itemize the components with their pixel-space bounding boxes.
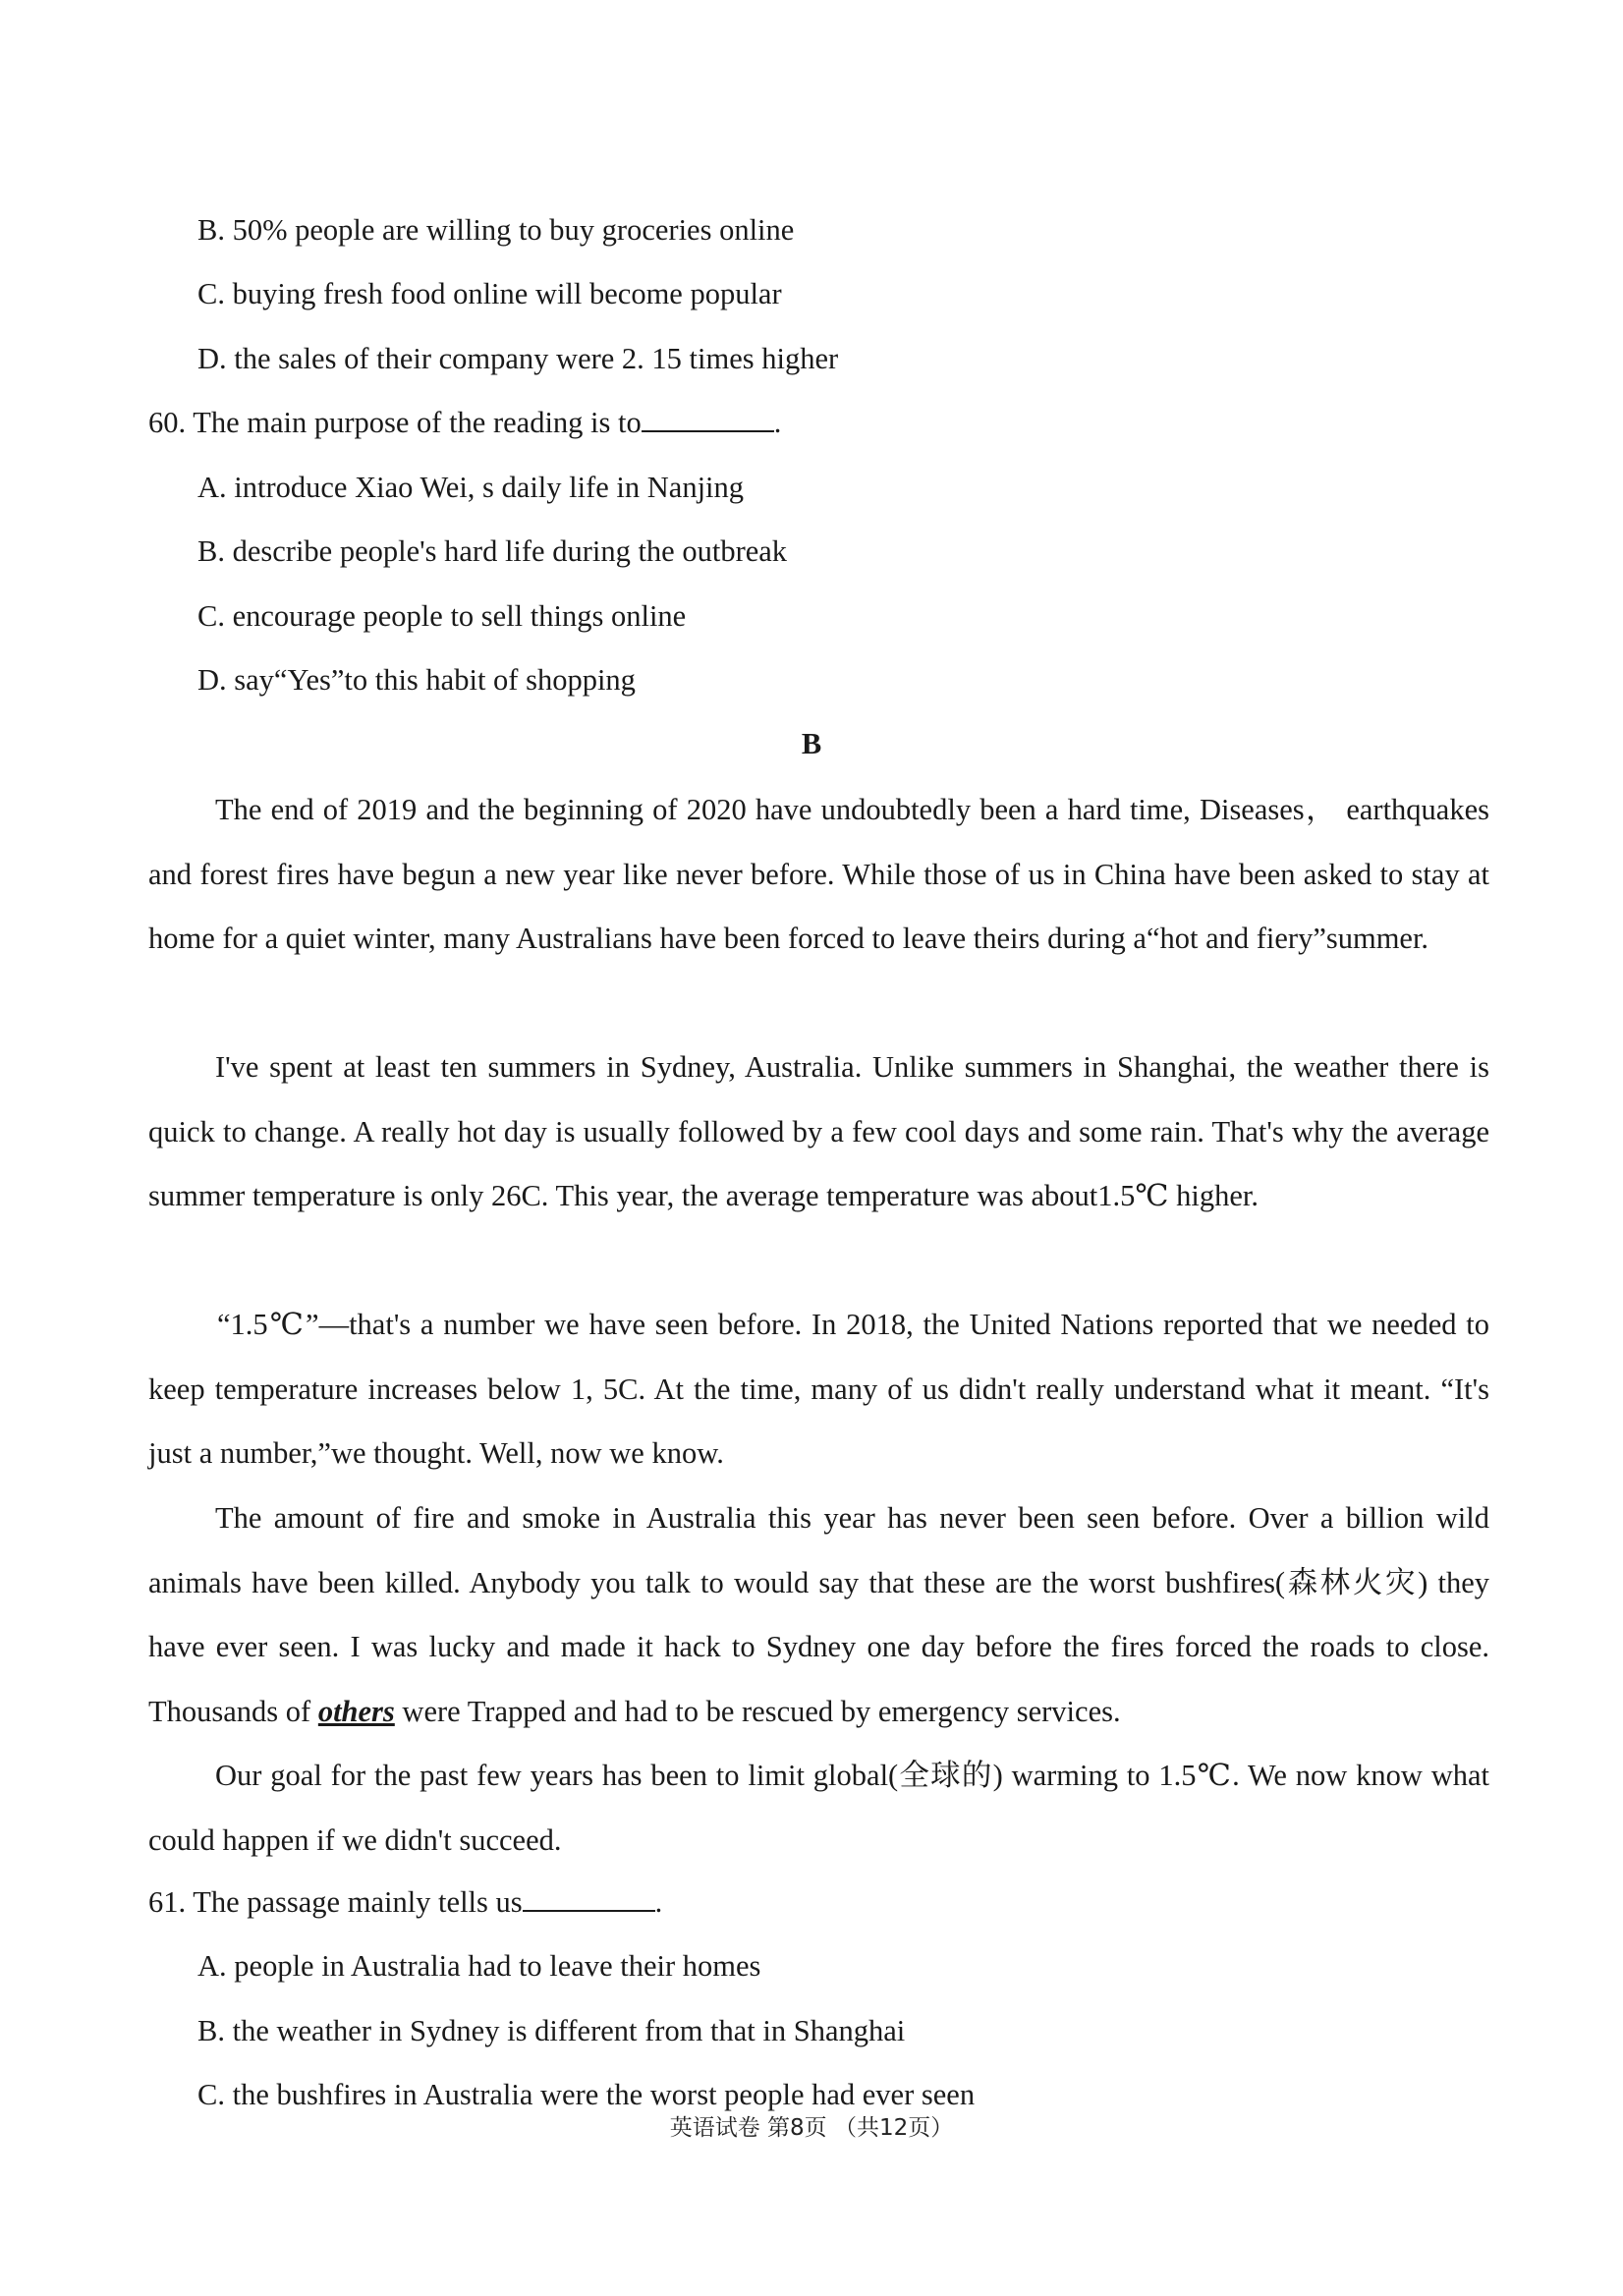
page-footer: 英语试卷 第8页 （共12页） <box>669 2115 954 2141</box>
q60-option-b: B. describe people's hard life during the outbreak <box>197 534 788 568</box>
question-61-stem: 61. The passage mainly tells us <box>148 1885 523 1919</box>
emphasized-word: others <box>317 1694 395 1728</box>
passage-paragraph-2: I've spent at least ten summers in Sydney, Australia. Unlike summers in Shanghai, the weather there is quick to change. A really hot day is usually followed by a few cool days and some rain. That's why the average summer temperature is only 26C. This year, the average temperature was about1.5℃ higher. <box>148 1050 1489 1212</box>
question-60-tail: . <box>773 406 782 439</box>
question-60-stem: 60. The main purpose of the reading is to <box>148 406 642 439</box>
q60-option-c: C. encourage people to sell things online <box>197 599 687 633</box>
q61-option-a: A. people in Australia had to leave their homes <box>197 1949 761 1983</box>
paragraph-4-text-end: were Trapped and had to be rescued by emergency services. <box>394 1694 1121 1728</box>
passage-paragraph-4 <box>148 1486 1489 1744</box>
q61-option-b: B. the weather in Sydney is different from that in Shanghai <box>197 2014 906 2047</box>
q60-option-a: A. introduce Xiao Wei, s daily life in Nanjing <box>197 471 745 504</box>
passage-paragraph-3: “1.5℃”—that's a number we have seen before. In 2018, the United Nations reported that we needed to keep temperature increases below 1, 5C. At the time, many of us didn't really understand what it meant. “It's just a number,”we thought. Well, now we know. <box>148 1308 1489 1470</box>
paragraph-4-text: The amount of fire and smoke in Australia this year has never been seen before. Over a billion wild animals have been killed. Anybody you talk to would say that these are the worst bushfires(森林火灾) they have ever seen. I was lucky and made it hack to Sydney one day before the fires forced the roads to close. Thousands of <box>148 1501 1489 1728</box>
question-61 <box>148 1882 662 1922</box>
answer-blank <box>523 1884 655 1912</box>
question-60 <box>148 403 781 442</box>
prev-option-b: B. 50% people are willing to buy groceries online <box>197 213 795 247</box>
q60-option-d: D. say“Yes”to this habit of shopping <box>197 663 636 697</box>
q61-option-c: C. the bushfires in Australia were the worst people had ever seen <box>197 2078 976 2111</box>
section-title: B <box>801 727 822 760</box>
passage-paragraph-1: The end of 2019 and the beginning of 2020 have undoubtedly been a hard time, Diseases， earthquakes and forest fires have begun a new year like never before. While those of us in China have been asked to stay at home for a quiet winter, many Australians have been forced to leave theirs during a“hot and fiery”summer. <box>148 793 1489 955</box>
passage-paragraph-5: Our goal for the past few years has been to limit global(全球的) warming to 1.5℃. We now know what could happen if we didn't succeed. <box>148 1759 1489 1857</box>
prev-option-d: D. the sales of their company were 2. 15 times higher <box>197 342 839 375</box>
answer-blank <box>642 405 774 432</box>
prev-option-c: C. buying fresh food online will become popular <box>197 277 782 310</box>
question-61-tail: . <box>654 1885 663 1919</box>
